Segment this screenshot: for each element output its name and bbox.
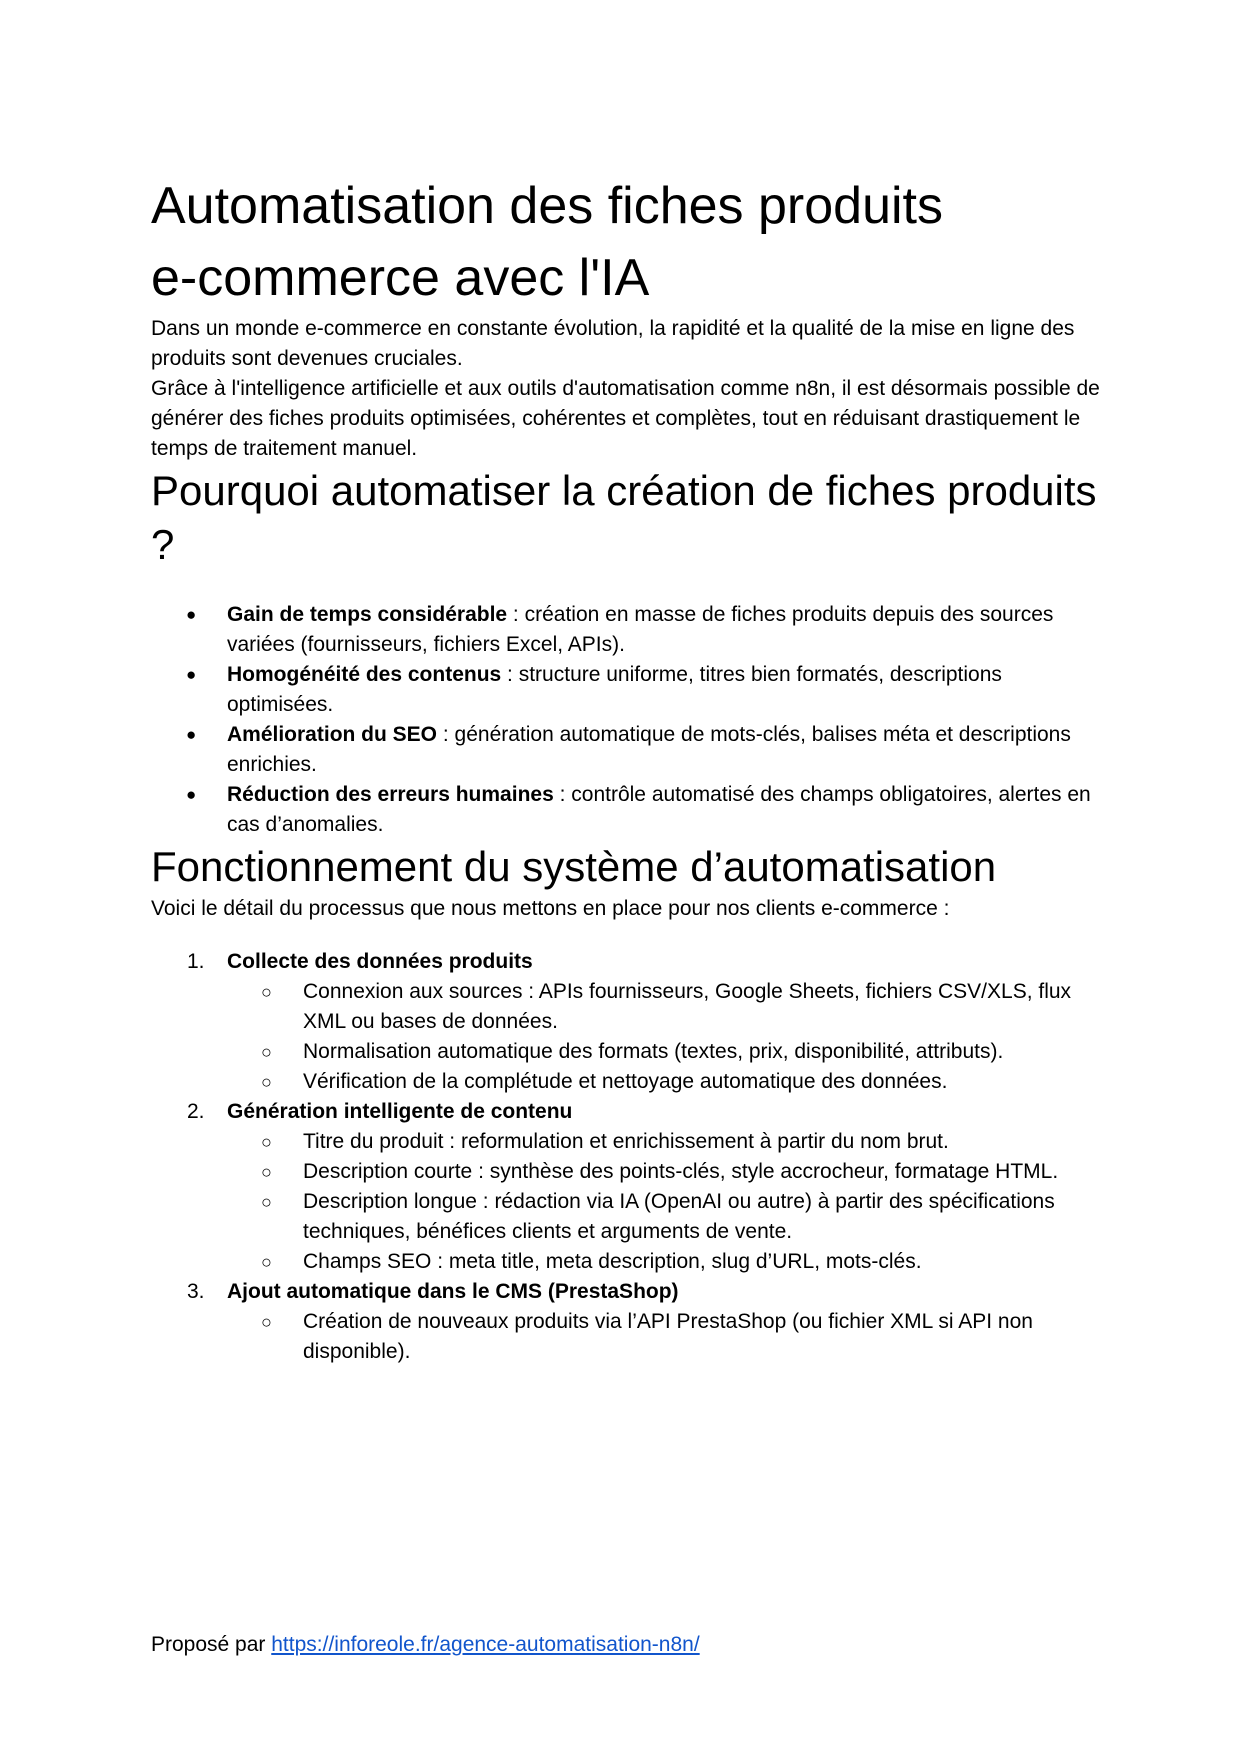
circle-bullet-icon: ○ [261, 1162, 272, 1182]
list-item: ● Homogénéité des contenus : structure uniforme, titres bien formatés, descriptions optimisées. [151, 660, 1095, 720]
circle-bullet-icon: ○ [261, 1072, 272, 1092]
step-number: 3. [187, 1280, 205, 1303]
footer-link[interactable]: https://inforeole.fr/agence-automatisation-n8n/ [271, 1633, 700, 1656]
step-sublist [227, 977, 1101, 1097]
sublist-item: ○ Création de nouveaux produits via l’API PrestaShop (ou fichier XML si API non disponible). [227, 1307, 1101, 1367]
sublist-item: ○ Description longue : rédaction via IA (OpenAI ou autre) à partir des spécifications techniques, bénéfices clients et arguments de vente. [227, 1187, 1101, 1247]
bullet-icon: ● [186, 605, 197, 624]
document-title [151, 170, 1101, 314]
sublist-item: ○ Normalisation automatique des formats (textes, prix, disponibilité, attributs). [227, 1037, 1101, 1067]
circle-bullet-icon: ○ [261, 1252, 272, 1272]
circle-bullet-icon: ○ [261, 1312, 272, 1332]
intro-paragraph-1: Dans un monde e-commerce en constante évolution, la rapidité et la qualité de la mise en ligne des produits sont devenues cruciales. [151, 317, 1075, 370]
step-number: 2. [187, 1100, 205, 1123]
step-number: 1. [187, 950, 205, 973]
benefits-list [151, 600, 1101, 840]
process-steps-list [151, 947, 1101, 1367]
bullet-icon: ● [186, 665, 197, 684]
sublist-item: ○ Description courte : synthèse des points-clés, style accrocheur, formatage HTML. [227, 1157, 1101, 1187]
title-line-2: e-commerce avec l'IA [151, 249, 650, 307]
footer [151, 1630, 700, 1660]
sublist-item: ○ Champs SEO : meta title, meta description, slug d’URL, mots-clés. [227, 1247, 1101, 1277]
how-heading: Fonctionnement du système d’automatisation [151, 843, 997, 890]
sublist-item: ○ Titre du produit : reformulation et enrichissement à partir du nom brut. [227, 1127, 1101, 1157]
step-sublist [227, 1307, 1101, 1367]
step-sublist [227, 1127, 1101, 1277]
sublist-item: ○ Connexion aux sources : APIs fournisseurs, Google Sheets, fichiers CSV/XLS, flux XML ou bases de données. [227, 977, 1101, 1037]
step-title: Génération intelligente de contenu [227, 1100, 573, 1123]
step-item [151, 1097, 1101, 1277]
footer-prefix: Proposé par [151, 1633, 272, 1656]
step-title: Ajout automatique dans le CMS (PrestaShop) [227, 1280, 679, 1303]
circle-bullet-icon: ○ [261, 1192, 272, 1212]
list-item: ● Gain de temps considérable : création en masse de fiches produits depuis des sources variées (fournisseurs, fichiers Excel, APIs). [151, 600, 1095, 660]
why-heading: Pourquoi automatiser la création de fiches produits ? [151, 467, 1097, 568]
list-item: ● Amélioration du SEO : génération automatique de mots-clés, balises méta et descriptions enrichies. [151, 720, 1095, 780]
bullet-icon: ● [186, 785, 197, 804]
sublist-item: ○ Vérification de la complétude et nettoyage automatique des données. [227, 1067, 1101, 1097]
step-title: Collecte des données produits [227, 950, 533, 973]
circle-bullet-icon: ○ [261, 1042, 272, 1062]
process-intro: Voici le détail du processus que nous mettons en place pour nos clients e-commerce : [151, 897, 950, 920]
circle-bullet-icon: ○ [261, 1132, 272, 1152]
step-item [151, 1277, 1101, 1367]
document-content [151, 170, 1101, 1367]
circle-bullet-icon: ○ [261, 982, 272, 1002]
intro-paragraph-2: Grâce à l'intelligence artificielle et aux outils d'automatisation comme n8n, il est désormais possible de générer des fiches produits optimisées, cohérentes et complètes, tout en réduisant drastiquement le temps de traitement manuel. [151, 377, 1100, 460]
step-item [151, 947, 1101, 1097]
list-item: ● Réduction des erreurs humaines : contrôle automatisé des champs obligatoires, alertes en cas d’anomalies. [151, 780, 1095, 840]
title-line-1: Automatisation des fiches produits [151, 177, 943, 235]
bullet-icon: ● [186, 725, 197, 744]
